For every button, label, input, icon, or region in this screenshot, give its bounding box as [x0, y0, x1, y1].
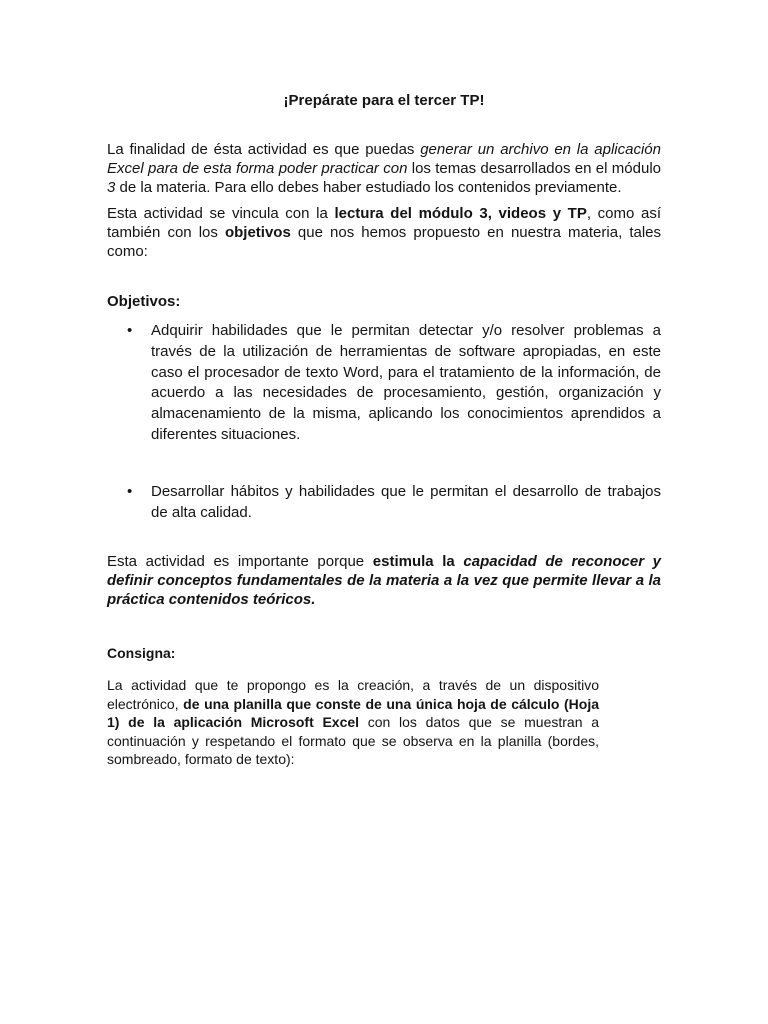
intro-text-1: La finalidad de ésta actividad es que puedas — [107, 141, 421, 158]
link-text-1: Esta actividad se vincula con la — [107, 205, 335, 222]
bullet-icon: • — [127, 322, 133, 339]
intro-paragraph — [107, 140, 661, 197]
consigna-text-2: de una planilla que conste de una única hoja de cálculo (Hoja 1) de la aplicación Microsoft Excel — [107, 695, 600, 731]
link-text-2: lectura del módulo 3, videos y TP — [334, 205, 587, 222]
consigna-text-3: con los datos que se muestran a continuación y respetando el formato que se observa en la planilla (bordes, sombreado, formato de texto): — [107, 714, 599, 768]
importance-text-1: Esta actividad es importante porque — [107, 553, 373, 570]
intro-text-2: generar un archivo en la aplicación Excel para de esta forma poder practicar con — [107, 141, 661, 177]
objectives-heading: Objetivos: — [107, 293, 181, 310]
link-paragraph — [107, 204, 661, 261]
objective-text: Desarrollar hábitos y habilidades que le permitan el desarrollo de trabajos de alta calidad. — [151, 483, 661, 521]
intro-text-4: 3 — [107, 179, 116, 196]
intro-text-5: de la materia. Para ello debes haber estudiado los contenidos previamente. — [115, 179, 622, 196]
link-text-3: , como así también con los — [107, 205, 661, 241]
link-text-4: objetivos — [224, 224, 291, 241]
list-item — [107, 321, 661, 446]
importance-paragraph — [107, 552, 661, 609]
intro-text-3: los temas desarrollados en el módulo — [407, 160, 661, 177]
link-text-5: que nos hemos propuesto en nuestra materia, tales como: — [107, 224, 661, 260]
importance-text-2: estimula la — [372, 553, 464, 570]
objective-text: Adquirir habilidades que le permitan detectar y/o resolver problemas a través de la utilización de herramientas de software apropiadas, en este caso el procesador de texto Word, para el tratamiento de la información, de acuerdo a las necesidades de procesamiento, gestión, organización y almacenamiento de la misma, aplicando los conocimientos aprendidos a diferentes situaciones. — [151, 322, 661, 443]
consigna-text-1: La actividad que te propongo es la creación, a través de un dispositivo electrónico, — [107, 677, 599, 712]
page-title: ¡Prepárate para el tercer TP! — [283, 92, 485, 109]
consigna-heading: Consigna: — [107, 645, 176, 661]
consigna-paragraph — [107, 676, 599, 769]
bullet-icon: • — [127, 483, 133, 500]
objectives-list-2 — [107, 482, 661, 524]
objectives-list-1 — [107, 321, 661, 446]
importance-text-3: capacidad de reconocer y definir conceptos fundamentales de la materia a la vez que permite llevar a la práctica contenidos teóricos. — [107, 553, 662, 608]
list-item — [107, 482, 661, 524]
